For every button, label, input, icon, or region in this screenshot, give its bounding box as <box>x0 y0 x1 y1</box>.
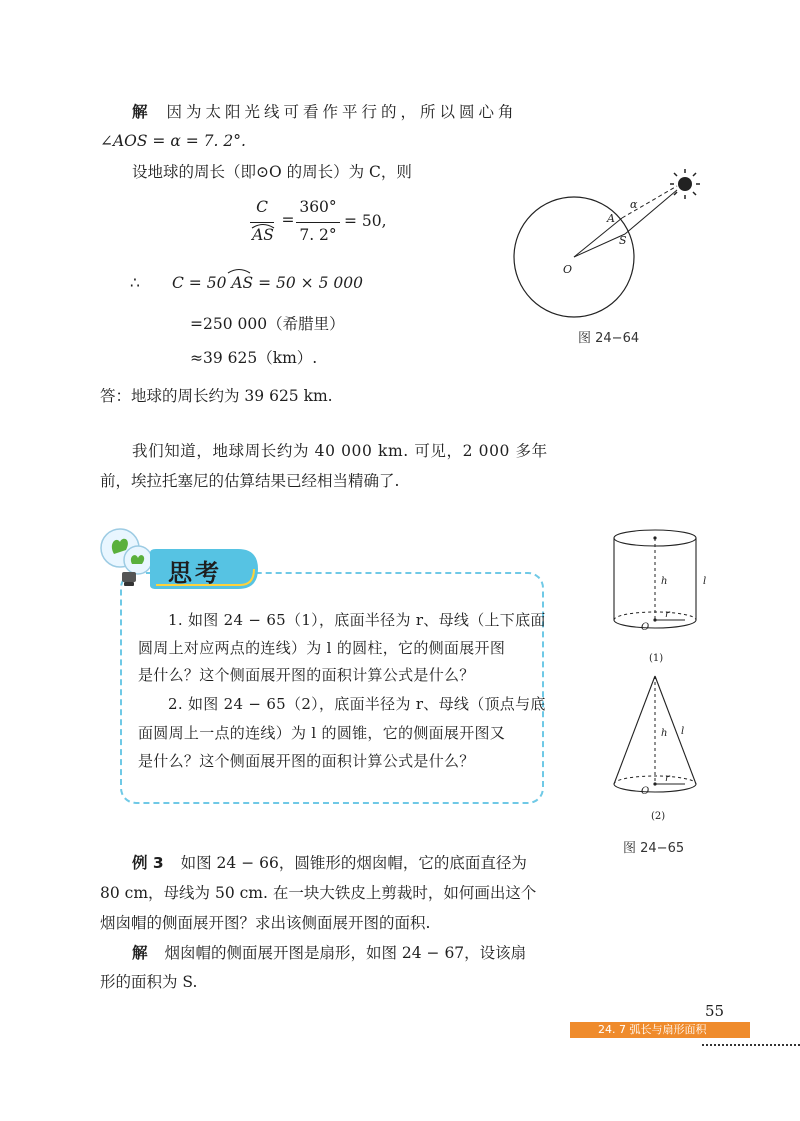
think-q1-line-2: 圆周上对应两点的连线）为 l 的圆柱，它的侧面展开图 <box>138 639 506 657</box>
label-O: O <box>563 263 573 276</box>
label-A: A <box>607 212 615 225</box>
think-q2-line-2: 面圆周上一点的连线）为 l 的圆锥，它的侧面展开图又 <box>138 724 506 742</box>
cyl-label-r: r <box>665 609 670 620</box>
think-title: 思考 <box>168 559 222 587</box>
figure-24-64 <box>505 160 725 330</box>
example3-line-2: 80 cm，母线为 50 cm. 在一块大铁皮上剪裁时，如何画出这个 <box>100 884 537 902</box>
solution-line-1 <box>132 101 517 123</box>
para-line-1: 我们知道，地球周长约为 40 000 km. 可见，2 000 多年 <box>132 442 548 460</box>
section-footer-bar: 24. 7 弧长与扇形面积 <box>570 1022 750 1038</box>
cylinder-figure <box>614 530 696 628</box>
think-q2-line-1: 2. 如图 24 − 65（2），底面半径为 r、母线（顶点与底 <box>168 695 546 713</box>
sunray-solid <box>625 190 677 234</box>
think-q1-line-3: 是什么？这个侧面展开图的面积计算公式是什么？ <box>138 666 475 684</box>
sub-caption-2: (2) <box>651 811 666 822</box>
derivation-line-1: C = 50 AS = 50 × 5 000 <box>172 274 363 292</box>
eq-equals: = <box>281 211 295 229</box>
circumference-setup: 设地球的周长（即⊙O 的周长）为 C，则 <box>132 163 412 181</box>
therefore-symbol: ∴ <box>130 274 140 292</box>
derivation-line-3: ≈39 625（km）. <box>190 349 318 367</box>
eq-result: = 50, <box>344 212 387 230</box>
think-q2-line-3: 是什么？这个侧面展开图的面积计算公式是什么？ <box>138 752 475 770</box>
example3-text-1: 如图 24 − 66，圆锥形的烟囱帽，它的底面直径为 <box>180 854 527 872</box>
arc-mark <box>250 223 276 229</box>
sub-caption-1: (1) <box>649 653 664 664</box>
example3-line-1 <box>132 852 527 874</box>
example3-label: 例 3 <box>132 854 164 872</box>
label-S: S <box>619 234 627 247</box>
cyl-label-h: h <box>661 576 668 587</box>
label-alpha: α <box>630 198 638 211</box>
solution-line-2: ∠AOS = α = 7. 2°. <box>100 132 246 150</box>
think-q1-line-1: 1. 如图 24 − 65（1），底面半径为 r、母线（上下底面 <box>168 611 546 629</box>
eq-lhs-den: AS <box>252 226 274 244</box>
radius-OS <box>574 234 625 257</box>
page-number: 55 <box>705 1002 725 1020</box>
example3-line-3: 烟囱帽的侧面展开图？求出该侧面展开图的面积. <box>100 914 431 932</box>
solution3-label: 解 <box>132 943 148 962</box>
para-line-2: 前，埃拉托塞尼的估算结果已经相当精确了. <box>100 472 400 490</box>
sun-icon <box>670 169 700 199</box>
figure-24-65 <box>605 522 715 822</box>
cone-label-r: r <box>665 773 670 784</box>
eq-rhs-num: 360° <box>299 198 337 216</box>
eq-rhs-den: 7. 2° <box>299 226 337 244</box>
solution3-line-1 <box>132 942 526 964</box>
eq-rhs-bar <box>296 222 340 223</box>
figure-24-65-caption: 图 24−65 <box>623 841 685 856</box>
cone-label-l: l <box>681 726 685 737</box>
cyl-label-O: O <box>641 622 650 633</box>
eq-lhs-num: C <box>256 198 268 216</box>
footer-dotted-line <box>702 1044 800 1046</box>
solution3-line-2: 形的面积为 S. <box>100 973 198 991</box>
derivation-line-2: =250 000（希腊里） <box>190 315 345 333</box>
cyl-label-l: l <box>703 576 707 587</box>
answer-text: 答：地球的周长约为 39 625 km. <box>100 387 333 405</box>
cone-label-h: h <box>661 728 668 739</box>
solution-text-1: 因为太阳光线可看作平行的，所以圆心角 <box>166 103 518 121</box>
arc-mark-2 <box>226 268 252 274</box>
figure-24-64-caption: 图 24−64 <box>578 331 640 346</box>
solution-label: 解 <box>132 102 148 121</box>
solution3-text-1: 烟囱帽的侧面展开图是扇形，如图 24 − 67，设该扇 <box>164 944 527 962</box>
cone-label-O: O <box>641 786 650 797</box>
